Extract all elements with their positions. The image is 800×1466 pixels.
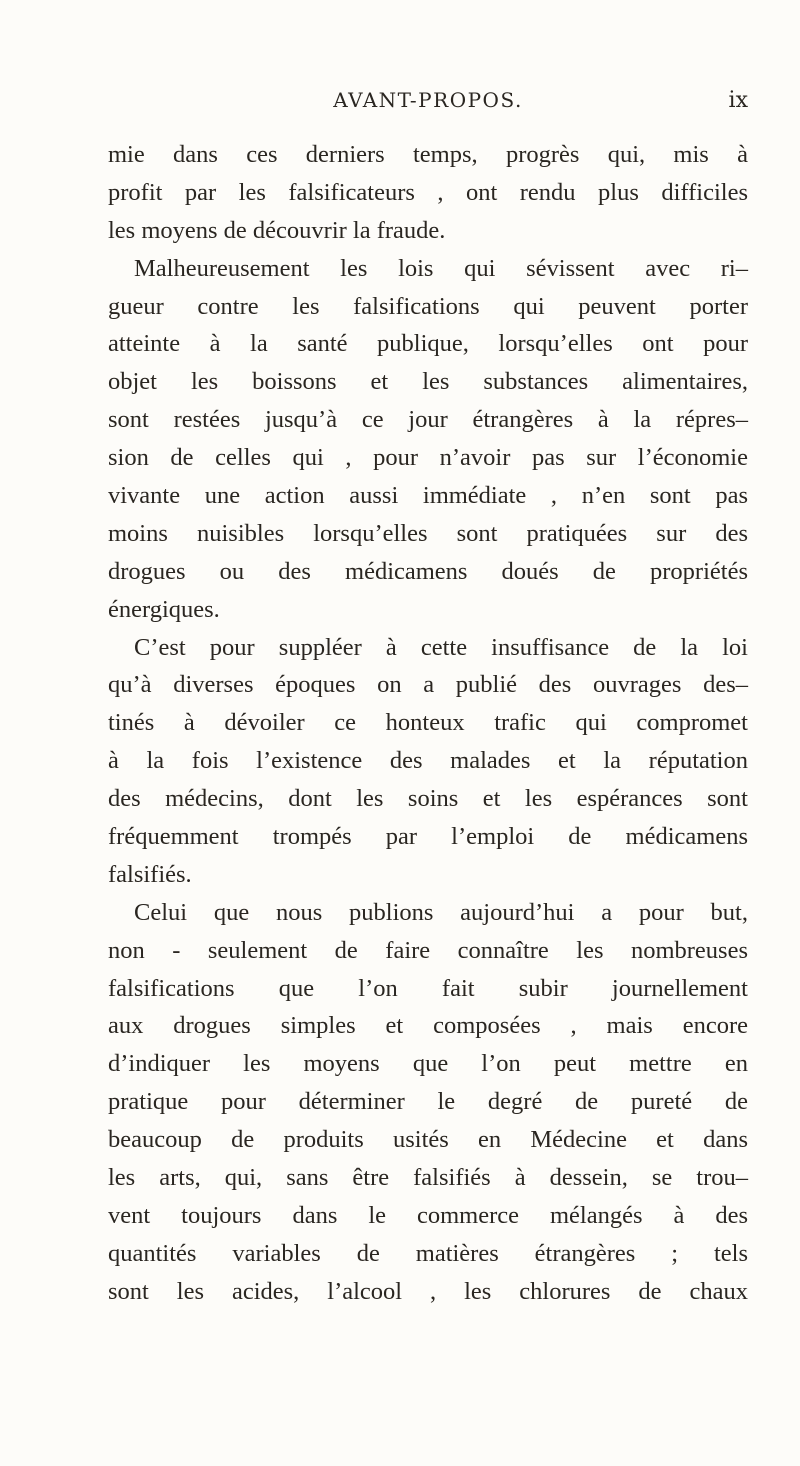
page-header [108,88,748,122]
text-line: objet les boissons et les substances alimentaires, [108,368,748,396]
text-line: aux drogues simples et composées , mais encore [108,1012,748,1040]
text-line: des médecins, dont les soins et les espérances sont [108,785,748,813]
text-line: vent toujours dans le commerce mélangés à des [108,1201,748,1229]
text-line: falsifiés. [108,860,192,888]
text-line: mie dans ces derniers temps, progrès qui, mis à [108,141,748,168]
text-line: Malheureusement les lois qui sévissent avec ri– [134,254,748,282]
text-line: à la fois l’existence des malades et la réputation [108,747,748,775]
text-line: d’indiquer les moyens que l’on peut mettre en [108,1050,748,1078]
page-number: ix [728,88,748,113]
text-line: les arts, qui, sans être falsifiés à dessein, se trou– [108,1164,748,1192]
text-line: quantités variables de matières étrangères ; tels [108,1239,748,1267]
text-line: qu’à diverses époques on a publié des ouvrages des– [108,671,748,699]
text-line: falsifications que l’on fait subir journellement [108,974,748,1002]
text-line: fréquemment trompés par l’emploi de médicamens [108,823,748,851]
text-line: sion de celles qui , pour n’avoir pas sur l’économie [108,444,748,472]
text-line: sont restées jusqu’à ce jour étrangères à la répres– [108,406,748,434]
text-line: Celui que nous publions aujourd’hui a pour but, [134,898,748,926]
text-line: C’est pour suppléer à cette insuffisance de la loi [134,633,748,661]
text-line: profit par les falsificateurs , ont rendu plus difficiles [108,178,748,206]
text-line: drogues ou des médicamens doués de propriétés [108,557,748,585]
body-text [108,136,748,1311]
text-line: moins nuisibles lorsqu’elles sont pratiquées sur des [108,519,748,547]
text-line: non - seulement de faire connaître les nombreuses [108,936,748,964]
text-line: gueur contre les falsifications qui peuvent porter [108,292,748,320]
text-line: pratique pour déterminer le degré de pureté de [108,1088,748,1116]
running-title: AVANT-PROPOS. [333,88,523,112]
text-line: énergiques. [108,595,220,623]
text-line: les moyens de découvrir la fraude. [108,216,446,244]
text-line: vivante une action aussi immédiate , n’en sont pas [108,482,748,510]
text-line: sont les acides, l’alcool , les chlorures de chaux [108,1277,748,1305]
text-line: tinés à dévoiler ce honteux trafic qui compromet [108,709,748,737]
text-line: atteinte à la santé publique, lorsqu’elles ont pour [108,330,748,358]
text-line: beaucoup de produits usités en Médecine et dans [108,1126,748,1154]
